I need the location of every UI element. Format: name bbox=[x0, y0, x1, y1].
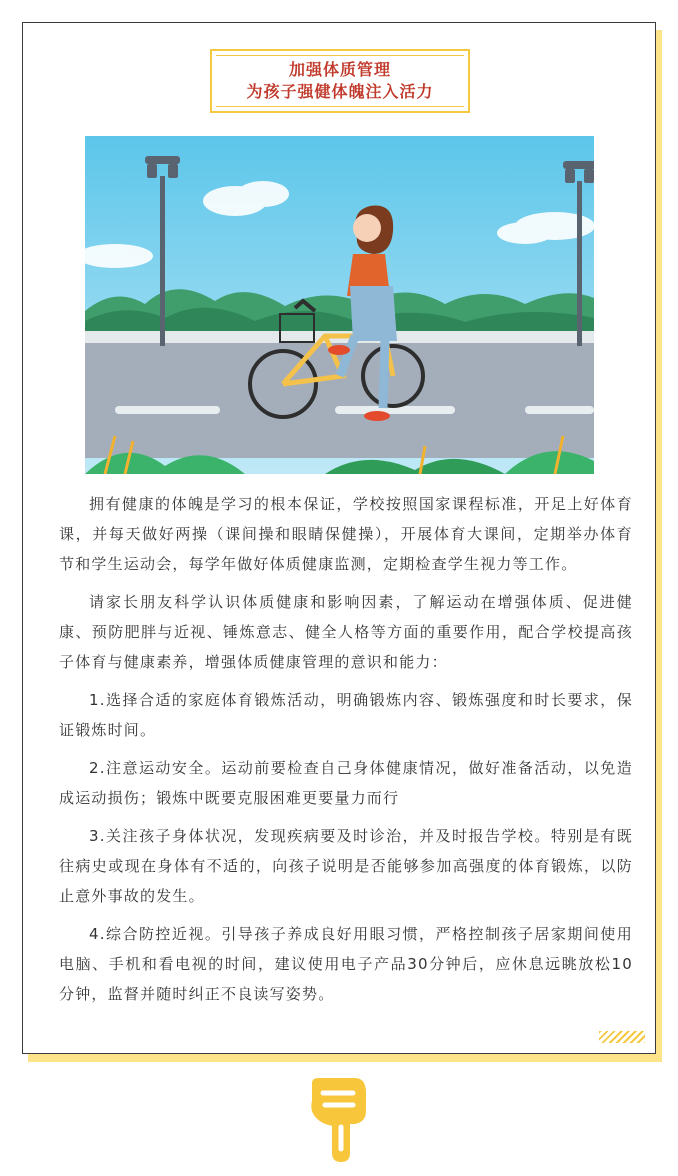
pointing-down-hand-icon bbox=[305, 1075, 373, 1165]
paragraph-parents: 请家长朋友科学认识体质健康和影响因素，了解运动在增强体质、促进健康、预防肥胖与近视、锤炼意志、健全人格等方面的重要作用，配合学校提高孩子体育与健康素养，增强体质健康管理的意识和能力： bbox=[59, 593, 633, 671]
title-box-top-rule bbox=[216, 55, 464, 56]
paragraph-item-3: 3.关注孩子身体状况，发现疾病要及时诊治，并及时报告学校。特别是有既往病史或现在身体有不适的，向孩子说明是否能够参加高强度的体育锻炼，以防止意外事故的发生。 bbox=[59, 827, 633, 905]
title-box-bottom-rule bbox=[216, 106, 464, 107]
title-line-2: 为孩子强健体魄注入活力 bbox=[246, 82, 434, 101]
title-box bbox=[210, 49, 470, 113]
paragraph-item-4: 4.综合防控近视。引导孩子养成良好用眼习惯，严格控制孩子居家期间使用电脑、手机和看电视的时间，建议使用电子产品30分钟后，应休息远眺放松10分钟，监督并随时纠正不良读写姿势。 bbox=[59, 925, 633, 1003]
corner-stripes bbox=[599, 1031, 645, 1043]
paragraph-item-2: 2.注意运动安全。运动前要检查自己身体健康情况，做好准备活动，以免造成运动损伤；锻炼中既要克服困难更要量力而行 bbox=[59, 759, 633, 807]
article-card bbox=[22, 22, 656, 1054]
paragraph-intro: 拥有健康的体魄是学习的根本保证，学校按照国家课程标准，开足上好体育课，并每天做好两操（课间操和眼睛保健操），开展体育大课间，定期举办体育节和学生运动会，每学年做好体质健康监测，定期检查学生视力等工作。 bbox=[59, 495, 633, 573]
road bbox=[85, 343, 594, 458]
girl-riding-bicycle-illustration bbox=[85, 136, 594, 474]
article-body bbox=[59, 489, 633, 1017]
title-line-1: 加强体质管理 bbox=[288, 60, 391, 79]
paragraph-item-1: 1.选择合适的家庭体育锻炼活动，明确锻炼内容、锻炼强度和时长要求，保证锻炼时间。 bbox=[59, 691, 633, 739]
